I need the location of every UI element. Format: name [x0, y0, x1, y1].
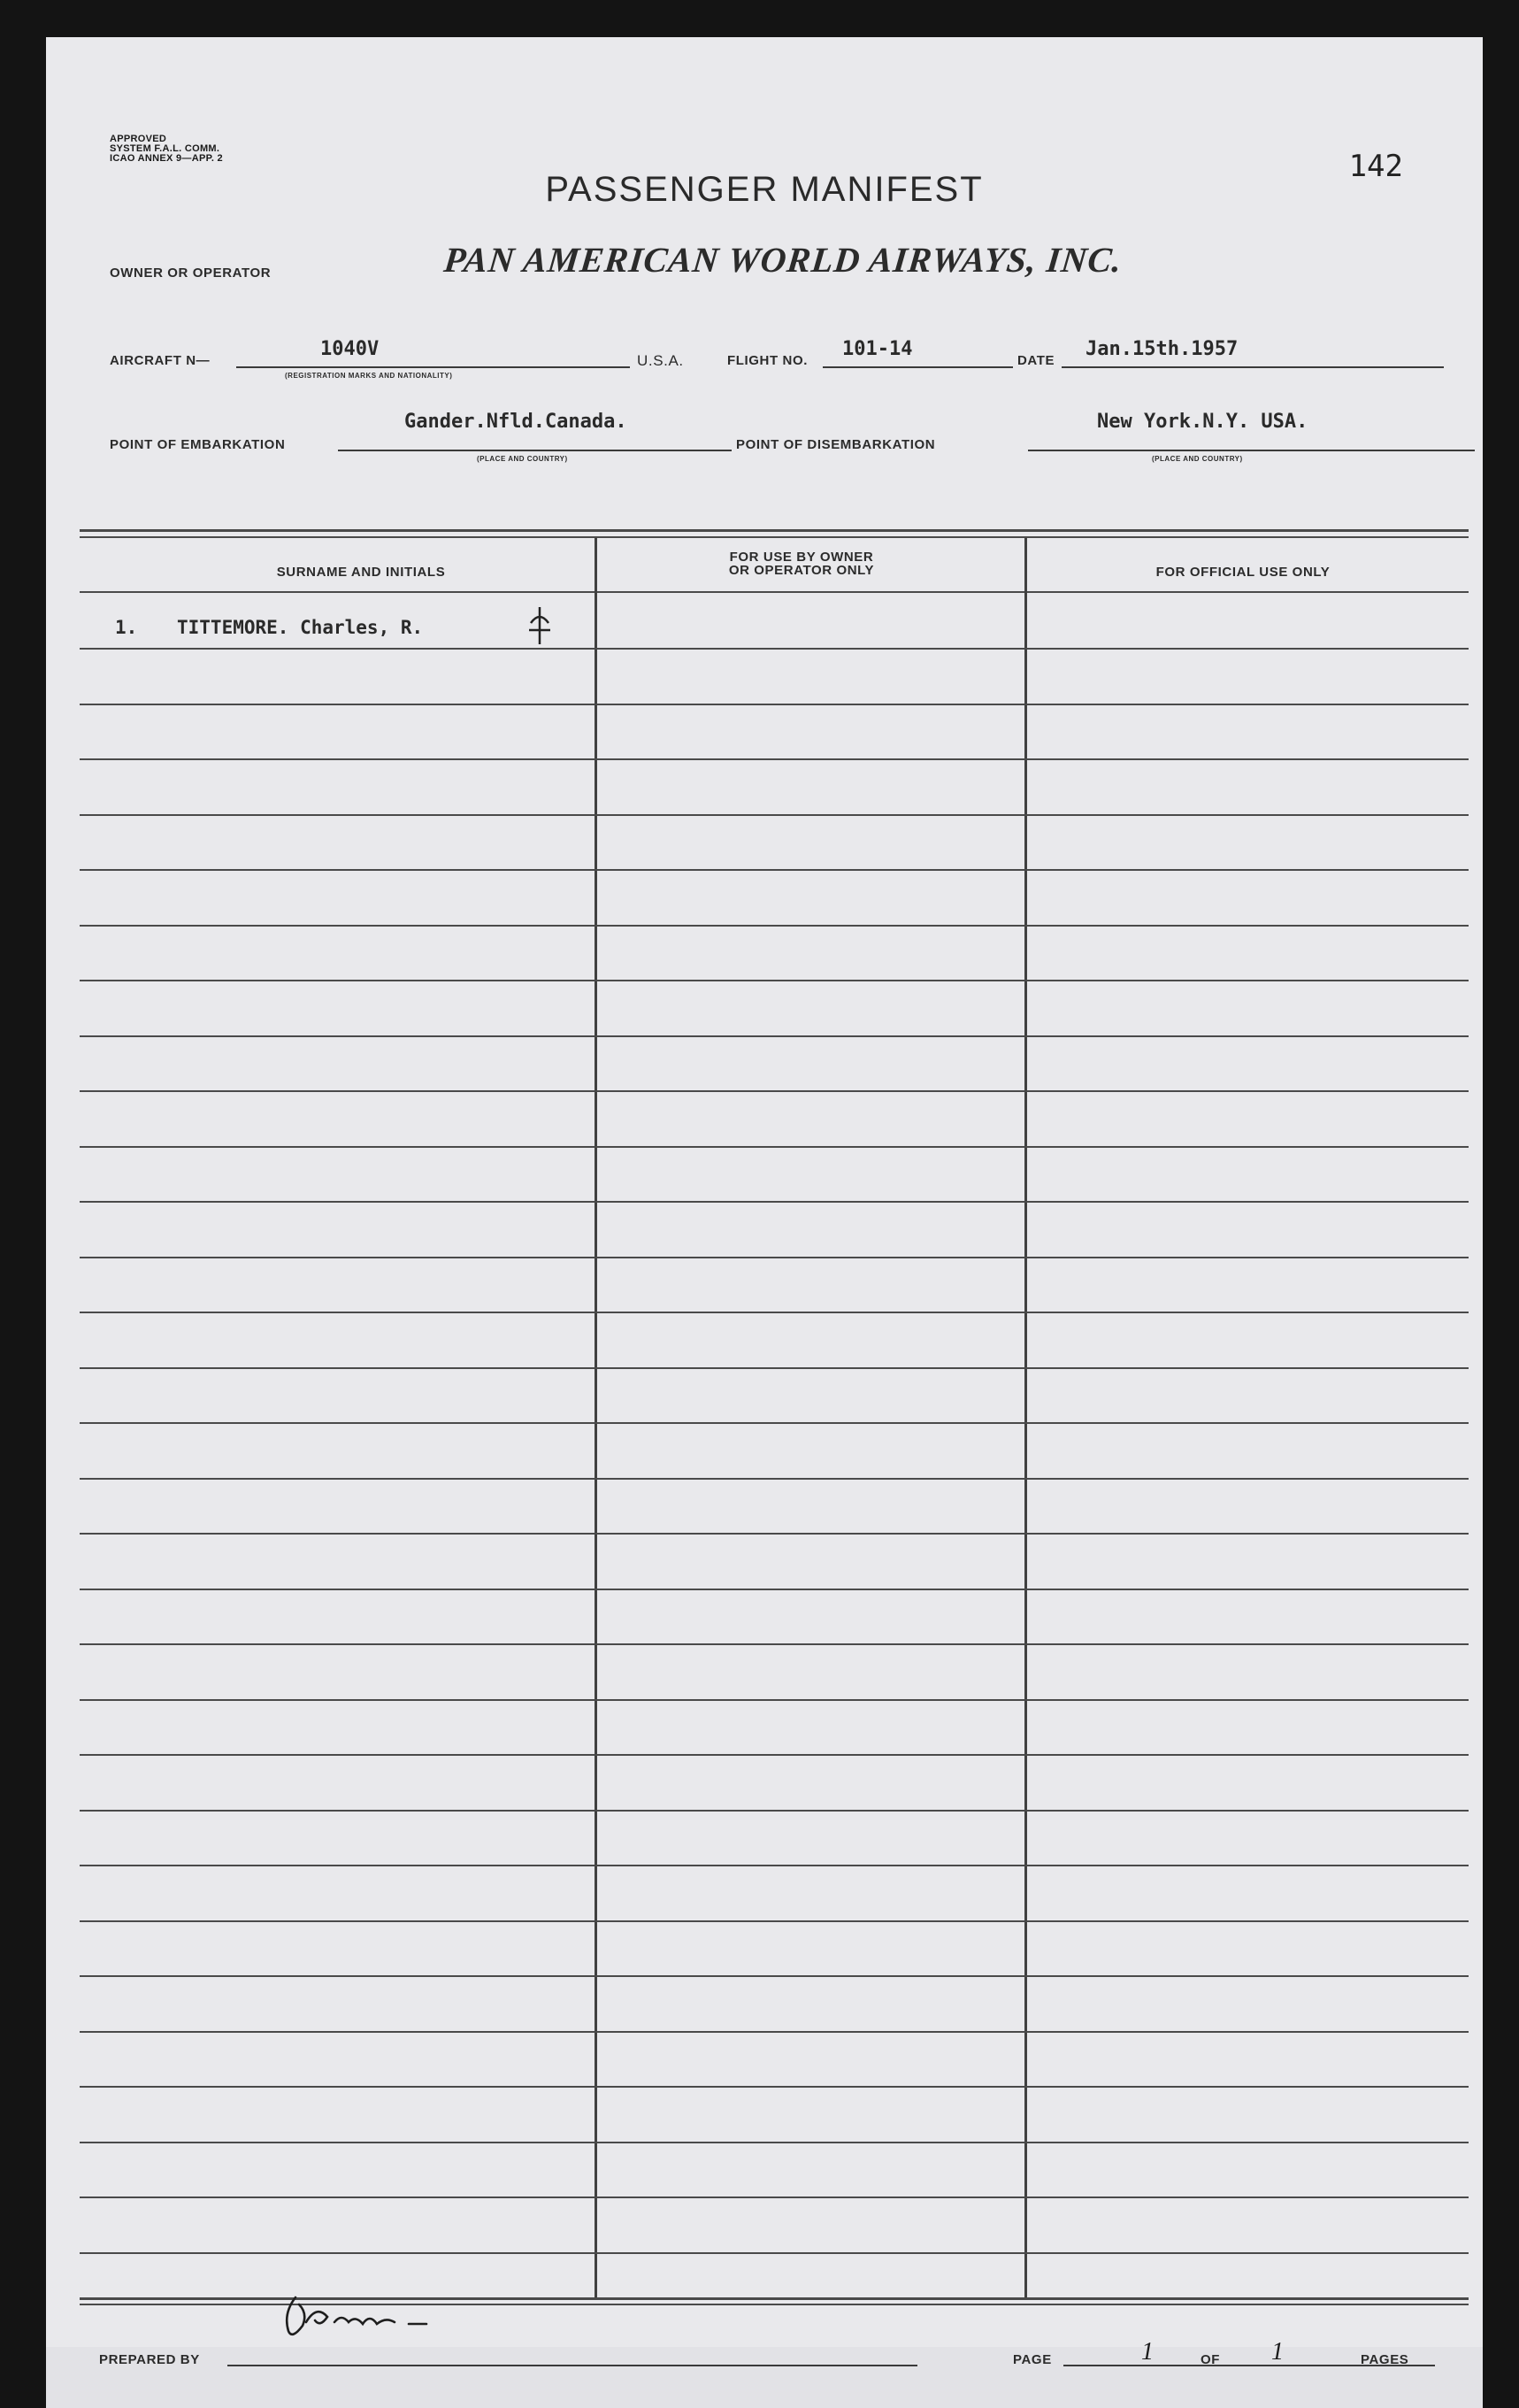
row-rule — [80, 1975, 1469, 1977]
row-rule — [80, 869, 1469, 871]
column-header-official-use: FOR OFFICIAL USE ONLY — [1155, 565, 1331, 580]
row-rule — [80, 1201, 1469, 1203]
page-number: 142 — [1348, 149, 1403, 184]
disembark-value: New York.N.Y. USA. — [1097, 411, 1308, 433]
row-rule — [80, 925, 1469, 927]
date-value: Jan.15th.1957 — [1086, 338, 1239, 360]
owner-label: OWNER OR OPERATOR — [110, 265, 272, 281]
row-rule — [80, 1699, 1469, 1701]
passenger-name: TITTEMORE. Charles, R. — [177, 617, 424, 638]
prepared-by-label: PREPARED BY — [99, 2352, 200, 2367]
page-value: 1 — [1141, 2338, 1154, 2366]
document-title: PASSENGER MANIFEST — [545, 170, 984, 209]
row-rule — [80, 1090, 1469, 1092]
embark-sublabel: (PLACE AND COUNTRY) — [477, 455, 568, 463]
embark-label: POINT OF EMBARKATION — [110, 437, 286, 452]
aircraft-value: 1040V — [320, 338, 380, 360]
column-header-surname: SURNAME AND INITIALS — [276, 565, 446, 580]
row-rule — [80, 2086, 1469, 2088]
table-header-divider — [80, 591, 1469, 593]
of-label: OF — [1201, 2352, 1221, 2367]
column-divider-2 — [1024, 538, 1027, 2297]
manifest-sheet — [46, 37, 1483, 2347]
row-rule — [80, 814, 1469, 816]
flight-value: 101-14 — [842, 338, 913, 360]
flight-underline — [823, 366, 1013, 368]
row-rule — [80, 1533, 1469, 1535]
handwritten-mark — [524, 604, 556, 648]
disembark-sublabel: (PLACE AND COUNTRY) — [1152, 455, 1243, 463]
row-rule — [80, 1810, 1469, 1812]
row-rule — [80, 1920, 1469, 1922]
row-rule — [80, 1367, 1469, 1369]
row-rule — [80, 1422, 1469, 1424]
column-divider-1 — [595, 538, 597, 2297]
column-header-owner-use: FOR USE BY OWNER OR OPERATOR ONLY — [728, 550, 875, 578]
approval-note: APPROVED SYSTEM F.A.L. COMM. ICAO ANNEX 9—APP. 2 — [110, 134, 223, 164]
row-rule — [80, 1312, 1469, 1313]
table-top-border — [80, 529, 1469, 532]
row-rule — [80, 1589, 1469, 1590]
row-rule — [80, 704, 1469, 705]
row-rule — [80, 1035, 1469, 1037]
aircraft-sublabel: (REGISTRATION MARKS AND NATIONALITY) — [285, 372, 453, 380]
flight-label: FLIGHT NO. — [727, 353, 808, 368]
row-rule — [80, 2031, 1469, 2033]
row-rule — [80, 1754, 1469, 1756]
embark-value: Gander.Nfld.Canada. — [404, 411, 627, 433]
date-underline — [1062, 366, 1444, 368]
row-rule — [80, 2252, 1469, 2254]
row-rule — [80, 1146, 1469, 1148]
prepared-by-underline — [227, 2365, 917, 2366]
owner-value: PAN AMERICAN WORLD AIRWAYS, INC. — [441, 240, 1124, 280]
of-value: 1 — [1271, 2338, 1284, 2366]
row-rule — [80, 1257, 1469, 1258]
aircraft-label: AIRCRAFT N— — [110, 353, 211, 368]
nationality-label: U.S.A. — [637, 352, 684, 369]
disembark-underline — [1028, 450, 1475, 451]
row-rule — [80, 2142, 1469, 2143]
date-label: DATE — [1017, 353, 1055, 368]
pages-label: PAGES — [1361, 2352, 1409, 2367]
row-rule — [80, 648, 1469, 650]
passenger-number: 1. — [115, 617, 138, 638]
row-rule — [80, 1643, 1469, 1645]
row-rule — [80, 758, 1469, 760]
disembark-label: POINT OF DISEMBARKATION — [736, 437, 936, 452]
row-rule — [80, 1478, 1469, 1480]
footer-strip — [46, 2338, 1483, 2408]
page-label: PAGE — [1013, 2352, 1052, 2367]
row-rule — [80, 1865, 1469, 1866]
embark-underline — [338, 450, 732, 451]
row-rule — [80, 2196, 1469, 2198]
aircraft-underline — [236, 366, 630, 368]
table-top-border-inner — [80, 536, 1469, 538]
row-rule — [80, 980, 1469, 981]
preparer-signature — [276, 2287, 453, 2347]
